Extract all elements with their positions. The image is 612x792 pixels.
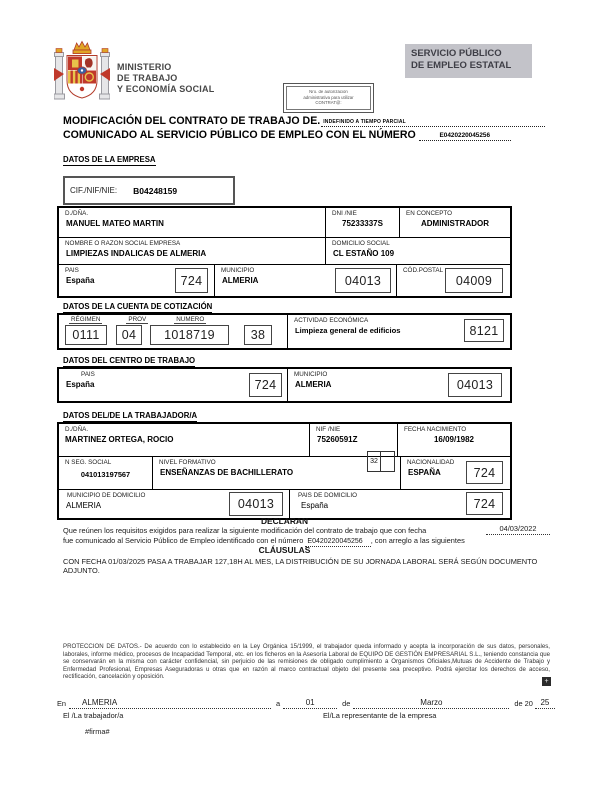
- empresa-codpostal-cell: [396, 265, 510, 296]
- declaran-line2-after: , con arreglo a las siguientes: [370, 536, 465, 545]
- cif-label: CIF./NIF/NIE:: [70, 186, 118, 195]
- numero-label: NUMERO: [176, 316, 205, 323]
- company-representative-label: El/La representante de la empresa: [323, 711, 437, 720]
- field-value: 16/09/1982: [433, 435, 475, 444]
- worker-signature-label: El /La trabajador/a: [63, 711, 124, 720]
- municipio-domicilio-code: 04013: [229, 492, 283, 516]
- section-title-empresa: DATOS DE LA EMPRESA: [63, 155, 156, 164]
- field-value: Limpieza general de edificios: [295, 326, 401, 335]
- dotted-line: [419, 130, 511, 141]
- field-label: EN CONCEPTO: [406, 210, 453, 217]
- empresa-concepto-cell: [399, 208, 510, 237]
- table-row: [59, 208, 510, 237]
- declaran-numero: E0420220045256: [305, 537, 370, 547]
- field-label: MUNICIPIO: [221, 267, 255, 274]
- field-value: España: [301, 501, 329, 510]
- cif-value: B04248159: [133, 185, 178, 196]
- table-row: [59, 264, 510, 296]
- de-label: de: [342, 699, 351, 708]
- en-label: En: [57, 699, 67, 708]
- nivel-formativo-code: 32: [367, 451, 381, 472]
- contrat-authorization-label: Nro. de autorización administrativa para utilizar CONTRAT@:: [303, 89, 354, 106]
- signature-place-date-line: [57, 697, 557, 709]
- cotizacion-dc-value: 38: [244, 325, 272, 345]
- dotted-line-place: [69, 697, 271, 709]
- actividad-code: 8121: [464, 319, 504, 342]
- field-label: PAIS: [65, 267, 79, 274]
- field-label: D./DÑA.: [65, 210, 89, 217]
- empresa-codpostal-code: 04009: [445, 268, 503, 293]
- field-value: MANUEL MATEO MARTIN: [66, 219, 164, 228]
- centro-municipio-cell: [287, 369, 510, 401]
- spain-coat-of-arms-icon: [54, 39, 110, 110]
- de20-label: de 20: [514, 699, 533, 708]
- prov-value: 04: [116, 325, 142, 345]
- empresa-nombre-cell: [59, 208, 325, 237]
- field-value: ALMERIA: [66, 501, 102, 510]
- signature-day: 01: [305, 698, 315, 707]
- section-title-trabajador: DATOS DEL/DE LA TRABAJADOR/A: [63, 411, 198, 420]
- field-label: D./DÑA.: [65, 426, 89, 433]
- field-value: LIMPIEZAS INDALICAS DE ALMERIA: [66, 249, 207, 258]
- trabajador-municipio-domicilio-cell: [59, 490, 289, 518]
- signature-year: 25: [540, 698, 550, 707]
- signature-place: ALMERIA: [82, 698, 118, 707]
- section-title-cotizacion: DATOS DE LA CUENTA DE COTIZACIÓN: [63, 302, 213, 311]
- regimen-label: RÉGIMEN: [71, 316, 101, 323]
- field-label: NOMBRE O RAZON SOCIAL EMPRESA: [65, 240, 181, 247]
- signature-month: Marzo: [420, 698, 443, 707]
- table-row: [59, 456, 510, 489]
- empresa-razon-cell: [59, 238, 325, 264]
- field-label: FECHA NACIMIENTO: [404, 426, 467, 433]
- ministry-name: [117, 62, 214, 95]
- form-title-line2: COMUNICADO AL SERVICIO PÚBLICO DE EMPLEO CON EL NÚMERO: [63, 129, 416, 141]
- contrat-authorization-box: [283, 83, 374, 113]
- declaran-line1: Que reúnen los requisitos exigidos para realizar la siguiente modificación del contrato de trabajo que con fecha: [63, 525, 427, 535]
- declaran-fecha: 04/03/2022: [499, 523, 537, 533]
- empresa-table: [57, 206, 512, 298]
- field-value: 75260591Z: [317, 435, 358, 444]
- dotted-line-month: [353, 697, 509, 709]
- nivel-formativo-code-empty: [381, 451, 395, 472]
- centro-pais-code: 724: [249, 373, 282, 397]
- pais-domicilio-code: 724: [466, 492, 503, 515]
- nivel-formativo-code-boxes: [367, 451, 395, 472]
- field-value: España: [66, 276, 95, 285]
- table-row: [59, 237, 510, 264]
- field-label: MUNICIPIO: [294, 371, 328, 378]
- data-protection-notice: PROTECCION DE DATOS.- De acuerdo con lo establecido en la Ley Orgánica 15/1999, el trabajador queda informado y acepta la incorporación de sus datos, personales, laborales, informe médico, procesos de Incapacidad Temporal, etc. en los ficheros en la Asesoría Laboral de EQUIPO DE GESTIÓN EMPRESARIAL S.L., teniendo constancia que se conservarán en la misma con carácter confidencial, sin perjuicio de las remisiones de obligado cumplimiento a Organismos Oficiales,Mutuas de Accidente de Trabajo y Enfermedad Profesional, Empresas Aseguradoras u otras que en razón al marco contractual objeto del presente sea preceptivo. Podrá ejercitar los derechos de acceso, rectificación, cancelación y oposición.: [63, 643, 550, 680]
- table-row: [59, 315, 510, 348]
- centro-table: [57, 367, 512, 403]
- table-row: [59, 489, 510, 518]
- trabajador-table: [57, 422, 512, 520]
- centro-municipio-code: 04013: [448, 373, 502, 397]
- cotizacion-numero-value: 1018719: [150, 325, 229, 345]
- field-label: ACTIVIDAD ECONÓMICA: [294, 317, 369, 324]
- empresa-municipio-cell: [214, 265, 396, 296]
- sepe-banner: [405, 44, 532, 78]
- field-label: NIVEL FORMATIVO: [159, 459, 216, 466]
- dotted-line-day: [283, 697, 337, 709]
- ministry-line: DE TRABAJO: [117, 73, 178, 83]
- nacionalidad-code: 724: [466, 461, 503, 484]
- trabajador-nivel-cell: [152, 457, 400, 489]
- trabajador-fechanac-cell: [397, 424, 510, 456]
- field-label: DOMICILIO SOCIAL: [332, 240, 390, 247]
- trabajador-nacionalidad-cell: [400, 457, 510, 489]
- field-value: 041013197567: [80, 470, 131, 479]
- dotted-line-year: [535, 697, 555, 709]
- field-label: NIF /NIE: [316, 426, 341, 433]
- field-value: ENSEÑANZAS DE BACHILLERATO: [160, 468, 294, 477]
- prov-label: PROV: [128, 316, 147, 323]
- trabajador-nombre-cell: [59, 424, 309, 456]
- table-row: [59, 369, 510, 401]
- field-value: 75233337S: [342, 219, 383, 228]
- clausulas-heading: CLÁUSULAS: [258, 545, 311, 555]
- sepe-line: DE EMPLEO ESTATAL: [411, 60, 512, 71]
- field-value: ALMERIA: [295, 380, 332, 389]
- field-label: MUNICIPIO DE DOMICILIO: [67, 492, 146, 499]
- field-value: España: [66, 380, 95, 389]
- table-row: [59, 424, 510, 456]
- trabajador-pais-domicilio-cell: [289, 490, 510, 518]
- trabajador-segsocial-cell: [59, 457, 152, 489]
- field-value: ESPAÑA: [408, 468, 441, 477]
- ministry-line: Y ECONOMÍA SOCIAL: [117, 84, 215, 94]
- contract-type-value: INDEFINIDO A TIEMPO PARCIAL: [323, 119, 406, 125]
- field-label: CÓD.POSTAL: [403, 267, 444, 274]
- form-title: [63, 115, 545, 141]
- empresa-pais-cell: [59, 265, 214, 296]
- dotted-line: [321, 115, 545, 127]
- signature-placeholder: #firma#: [85, 727, 110, 736]
- contract-number-value: E0420220045256: [439, 132, 490, 139]
- field-label: PAIS DE DOMICILIO: [298, 492, 358, 499]
- field-label: PAIS: [81, 371, 95, 378]
- clausulas-text: CON FECHA 01/03/2025 PASA A TRABAJAR 127,18H AL MES, LA DISTRIBUCIÓN DE SU JORNADA LABORAL SERÁ SEGÚN DOCUMENTO ADJUNTO.: [63, 557, 538, 576]
- actividad-economica-cell: [287, 315, 510, 348]
- declaran-line2-before: fue comunicado al Servicio Público de Empleo identificado con el número: [63, 536, 304, 545]
- plus-icon[interactable]: +: [542, 677, 551, 686]
- ministry-line: MINISTERIO: [117, 62, 172, 72]
- form-title-line1: MODIFICACIÓN DEL CONTRATO DE TRABAJO DE.: [63, 115, 321, 127]
- declaran-heading: DECLARAN: [261, 516, 308, 526]
- empresa-municipio-code: 04013: [335, 268, 391, 293]
- declaran-fecha-slot: [486, 525, 550, 535]
- field-label: DNI /NIE: [332, 210, 357, 217]
- cuenta-cotizacion-cell: [59, 315, 287, 348]
- field-value: MARTINEZ ORTEGA, ROCIO: [65, 435, 174, 444]
- a-label: a: [276, 699, 281, 708]
- regimen-value: 0111: [65, 325, 107, 345]
- cotizacion-table: [57, 313, 512, 350]
- empresa-domicilio-cell: [325, 238, 510, 264]
- field-value: ADMINISTRADOR: [421, 219, 489, 228]
- cif-field: [63, 176, 235, 205]
- empresa-dni-cell: [325, 208, 399, 237]
- section-title-centro: DATOS DEL CENTRO DE TRABAJO: [63, 356, 196, 365]
- empresa-pais-code: 724: [175, 268, 208, 293]
- field-value: ALMERIA: [222, 276, 259, 285]
- sepe-line: SERVICIO PÚBLICO: [411, 48, 502, 59]
- field-label: NACIONALIDAD: [407, 459, 455, 466]
- field-label: N SEG. SOCIAL: [65, 459, 112, 466]
- field-value: CL ESTAÑO 109: [333, 249, 395, 258]
- centro-pais-cell: [59, 369, 287, 401]
